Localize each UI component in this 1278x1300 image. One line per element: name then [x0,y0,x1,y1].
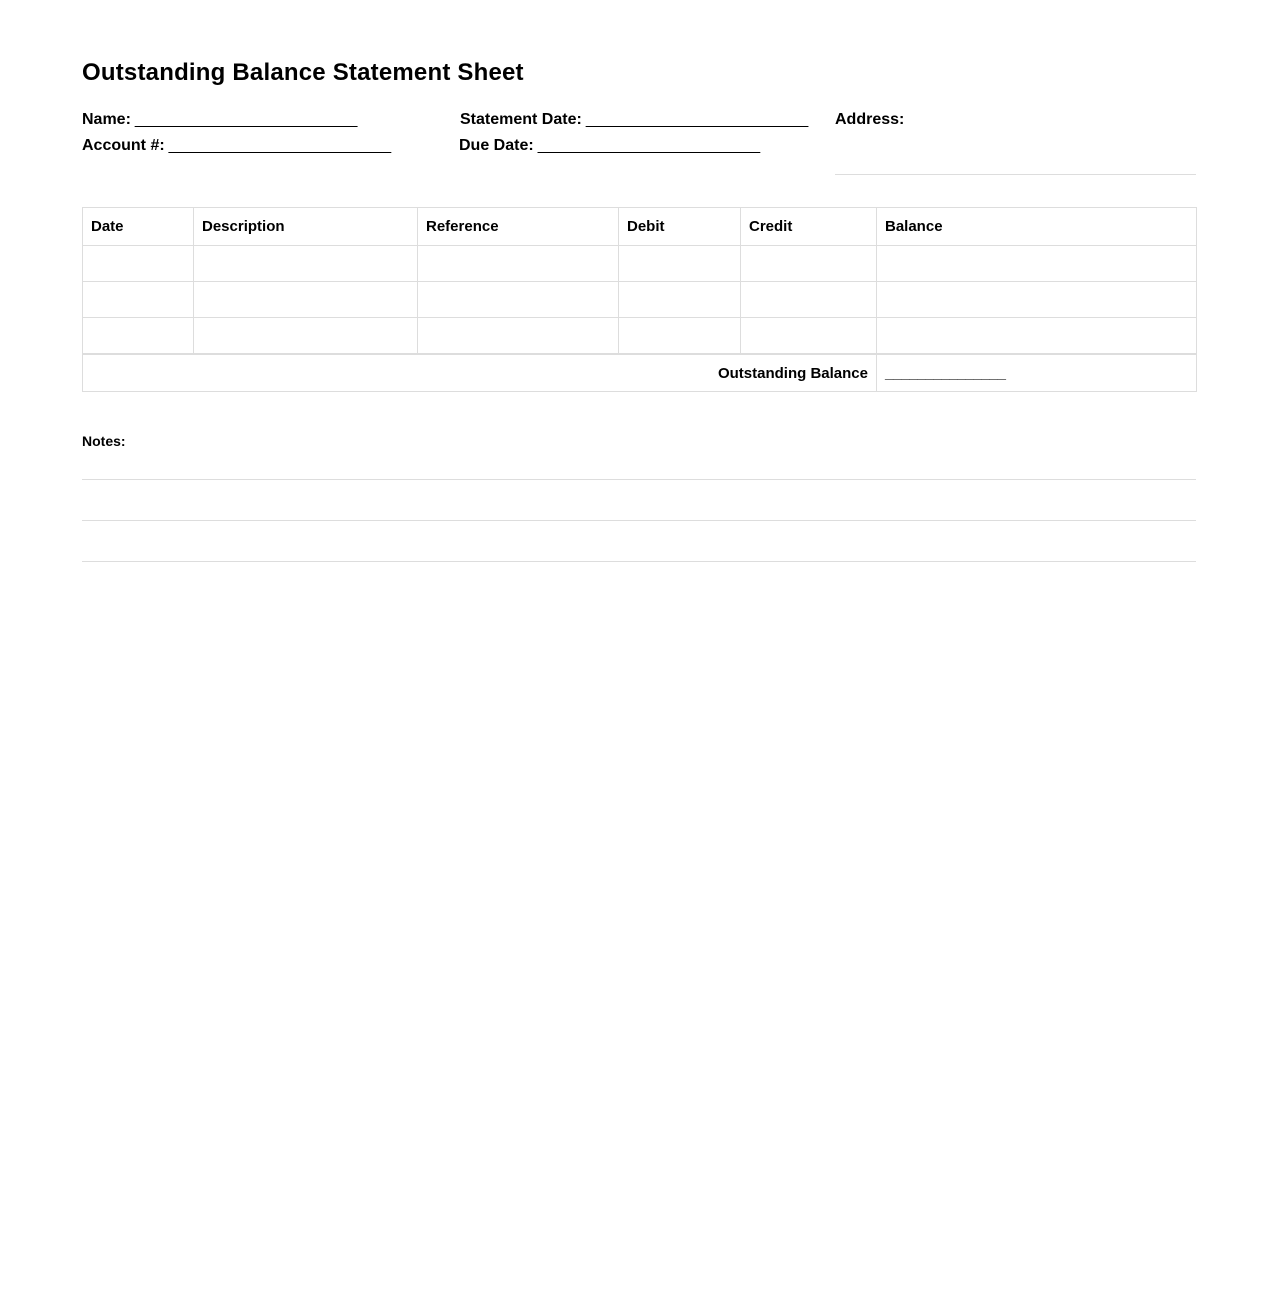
table-row [83,318,1197,355]
cell-reference[interactable] [418,282,619,318]
column-header-date: Date [83,208,194,246]
table-row [83,246,1197,282]
cell-balance[interactable] [877,282,1197,318]
cell-balance[interactable] [877,318,1197,355]
account-number-blank-line[interactable]: _________________________ [168,137,392,154]
outstanding-balance-row [83,354,1197,392]
name-label: Name: [82,111,131,128]
cell-debit[interactable] [619,318,741,355]
table-header-row [83,208,1197,246]
ledger-table [82,207,1197,392]
cell-description[interactable] [194,246,418,282]
column-header-credit: Credit [741,208,877,246]
notes-label: Notes: [82,433,126,449]
column-header-reference: Reference [418,208,619,246]
cell-date[interactable] [83,318,194,355]
page-title: Outstanding Balance Statement Sheet [82,59,524,86]
due-date-field[interactable] [459,136,760,156]
statement-date-field[interactable] [460,110,808,130]
cell-description[interactable] [194,282,418,318]
address-field [835,110,904,130]
account-number-label: Account #: [82,137,165,154]
cell-date[interactable] [83,282,194,318]
notes-line[interactable] [82,520,1196,521]
due-date-blank-line[interactable]: _________________________ [537,137,761,154]
cell-reference[interactable] [418,318,619,355]
cell-debit[interactable] [619,246,741,282]
cell-credit[interactable] [741,246,877,282]
due-date-label: Due Date: [459,137,534,154]
outstanding-balance-label: Outstanding Balance [83,354,877,392]
cell-credit[interactable] [741,282,877,318]
name-field[interactable] [82,110,357,130]
notes-line[interactable] [82,479,1196,480]
column-header-description: Description [194,208,418,246]
cell-credit[interactable] [741,318,877,355]
notes-line[interactable] [82,561,1196,562]
address-input-line[interactable] [835,174,1196,175]
table-row [83,282,1197,318]
address-label: Address: [835,111,905,128]
cell-balance[interactable] [877,246,1197,282]
column-header-balance: Balance [877,208,1197,246]
statement-date-blank-line[interactable]: _________________________ [585,111,809,128]
outstanding-balance-blank-line[interactable]: _______________ [885,364,1006,382]
cell-debit[interactable] [619,282,741,318]
outstanding-balance-value[interactable] [877,354,1197,392]
cell-date[interactable] [83,246,194,282]
name-blank-line[interactable]: _________________________ [134,111,358,128]
statement-date-label: Statement Date: [460,111,582,128]
cell-reference[interactable] [418,246,619,282]
account-number-field[interactable] [82,136,391,156]
column-header-debit: Debit [619,208,741,246]
cell-description[interactable] [194,318,418,355]
